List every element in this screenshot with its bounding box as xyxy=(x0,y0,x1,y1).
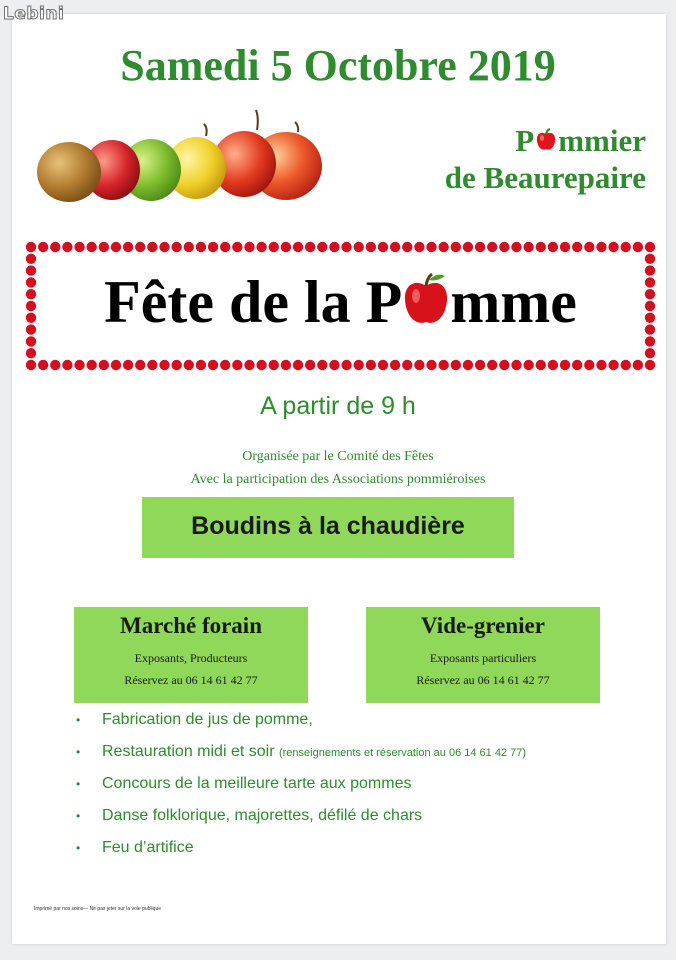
list-item: • Fabrication de jus de pomme, xyxy=(76,704,526,736)
border-dot xyxy=(341,360,351,370)
border-dot xyxy=(608,360,618,370)
border-dot xyxy=(244,242,254,252)
bullet-icon: • xyxy=(76,777,81,791)
border-dot xyxy=(608,242,618,252)
border-dot xyxy=(244,360,254,370)
event-title: Fête de la P mme xyxy=(104,269,577,335)
market-title: Marché forain xyxy=(119,613,262,638)
border-dot xyxy=(633,360,643,370)
border-dot xyxy=(329,360,339,370)
border-dot xyxy=(511,360,521,370)
border-dot xyxy=(475,360,485,370)
border-dot xyxy=(475,242,485,252)
border-dot xyxy=(645,254,655,264)
village-line-2: de Beaurepaire xyxy=(444,160,646,195)
border-dot xyxy=(414,360,424,370)
border-dot xyxy=(463,242,473,252)
border-dot xyxy=(74,242,84,252)
border-dot xyxy=(232,242,242,252)
border-dot xyxy=(135,360,145,370)
border-dot xyxy=(317,242,327,252)
border-dot xyxy=(451,242,461,252)
vide-grenier-box xyxy=(366,607,600,703)
booking-note: (renseignements et réservation au 06 14 61 42 77) xyxy=(278,747,527,759)
market-booking: Réservez au 06 14 61 42 77 xyxy=(124,673,258,687)
border-dot xyxy=(621,360,631,370)
border-dot xyxy=(354,242,364,252)
start-time: A partir de 9 h xyxy=(260,392,416,420)
border-dot xyxy=(232,360,242,370)
border-dot xyxy=(220,360,230,370)
border-dot xyxy=(402,242,412,252)
border-dot xyxy=(560,242,570,252)
border-dot xyxy=(171,360,181,370)
list-item: • Concours de la meilleure tarte aux pommes xyxy=(76,768,526,800)
border-dot xyxy=(123,242,133,252)
border-dot xyxy=(256,360,266,370)
border-dot xyxy=(86,242,96,252)
village-name xyxy=(390,122,646,196)
border-dot xyxy=(536,360,546,370)
border-dot xyxy=(135,242,145,252)
border-dot xyxy=(390,242,400,252)
border-dot xyxy=(26,360,36,370)
border-dot xyxy=(208,360,218,370)
border-dot xyxy=(523,360,533,370)
border-dot xyxy=(147,242,157,252)
border-dot xyxy=(281,360,291,370)
bullet-icon: • xyxy=(76,841,81,855)
border-dot xyxy=(208,242,218,252)
apple-1 xyxy=(37,142,101,202)
border-dot xyxy=(463,360,473,370)
border-dot xyxy=(293,360,303,370)
border-dot xyxy=(584,360,594,370)
watermark: Lebini xyxy=(3,4,65,24)
border-dot xyxy=(487,242,497,252)
vide-grenier-exhibitors: Exposants particuliers xyxy=(429,651,537,665)
border-dot xyxy=(293,242,303,252)
border-dot xyxy=(50,242,60,252)
list-item: • Danse folklorique, majorettes, défilé de chars xyxy=(76,800,526,832)
border-dot xyxy=(487,360,497,370)
bullet-icon: • xyxy=(76,809,81,823)
border-dot xyxy=(62,360,72,370)
border-dot xyxy=(366,242,376,252)
border-dot xyxy=(86,360,96,370)
border-dot xyxy=(402,360,412,370)
border-dot xyxy=(305,360,315,370)
border-dot xyxy=(269,242,279,252)
vide-grenier-title: Vide-grenier xyxy=(421,613,545,638)
bullet-icon: • xyxy=(76,713,81,727)
border-dot xyxy=(645,360,655,370)
border-dot xyxy=(572,242,582,252)
border-dot xyxy=(438,360,448,370)
border-dot xyxy=(390,360,400,370)
market-box xyxy=(74,607,308,703)
border-dot xyxy=(596,360,606,370)
vide-grenier-booking: Réservez au 06 14 61 42 77 xyxy=(416,673,550,687)
event-date: Samedi 5 Octobre 2019 xyxy=(120,41,556,90)
bullet-icon: • xyxy=(76,745,81,759)
border-dot xyxy=(171,242,181,252)
border-dot xyxy=(123,360,133,370)
border-dot xyxy=(26,254,36,264)
border-dot xyxy=(426,360,436,370)
border-dot xyxy=(341,242,351,252)
border-dot xyxy=(26,242,36,252)
highlight-banner: Boudins à la chaudière xyxy=(142,497,514,558)
border-dot xyxy=(548,242,558,252)
border-dot xyxy=(99,242,109,252)
border-dot xyxy=(38,242,48,252)
border-dot xyxy=(621,242,631,252)
border-dot xyxy=(426,242,436,252)
border-dot xyxy=(584,242,594,252)
border-dot xyxy=(62,242,72,252)
apple-row-image xyxy=(36,108,356,204)
border-dot xyxy=(354,360,364,370)
border-dot xyxy=(523,242,533,252)
border-dot xyxy=(50,360,60,370)
border-dot xyxy=(184,242,194,252)
border-dot xyxy=(317,360,327,370)
list-item: • Feu d’artifice xyxy=(76,832,526,864)
organizer-line: Avec la participation des Associations pommiéroises xyxy=(190,472,486,487)
red-apple-icon xyxy=(402,272,450,328)
border-dot xyxy=(366,360,376,370)
border-dot xyxy=(572,360,582,370)
border-dot xyxy=(329,242,339,252)
border-dot xyxy=(499,360,509,370)
border-dot xyxy=(269,360,279,370)
border-dot xyxy=(499,242,509,252)
border-dot xyxy=(99,360,109,370)
border-dot xyxy=(548,360,558,370)
red-apple-icon xyxy=(534,128,558,152)
activities-list xyxy=(76,704,526,864)
border-dot xyxy=(220,242,230,252)
border-dot xyxy=(511,242,521,252)
border-dot xyxy=(281,242,291,252)
list-item: • Restauration midi et soir (renseignements et réservation au 06 14 61 42 77) xyxy=(76,736,526,768)
border-dot xyxy=(74,360,84,370)
border-dot xyxy=(560,360,570,370)
border-dot xyxy=(645,348,655,358)
border-dot xyxy=(438,242,448,252)
border-dot xyxy=(633,242,643,252)
border-dot xyxy=(159,242,169,252)
border-dot xyxy=(536,242,546,252)
border-dot xyxy=(596,242,606,252)
border-dot xyxy=(645,242,655,252)
border-dot xyxy=(414,242,424,252)
organizer-line: Organisée par le Comité des Fêtes xyxy=(242,449,434,464)
border-dot xyxy=(378,242,388,252)
border-dot xyxy=(378,360,388,370)
border-dot xyxy=(26,336,36,346)
border-dot xyxy=(111,242,121,252)
market-exhibitors: Exposants, Producteurs xyxy=(134,651,248,665)
village-line-1: P mmier xyxy=(515,123,646,158)
border-dot xyxy=(159,360,169,370)
border-dot xyxy=(26,348,36,358)
border-dot xyxy=(38,360,48,370)
border-dot xyxy=(256,242,266,252)
border-dot xyxy=(111,360,121,370)
border-dot xyxy=(305,242,315,252)
border-dot xyxy=(196,242,206,252)
organizers xyxy=(0,445,676,491)
border-dot xyxy=(184,360,194,370)
border-dot xyxy=(451,360,461,370)
footer-note: Imprimé par nos soins— Ne pas jeter sur la voie publique xyxy=(34,906,162,912)
border-dot xyxy=(147,360,157,370)
border-dot xyxy=(196,360,206,370)
border-dot xyxy=(645,336,655,346)
